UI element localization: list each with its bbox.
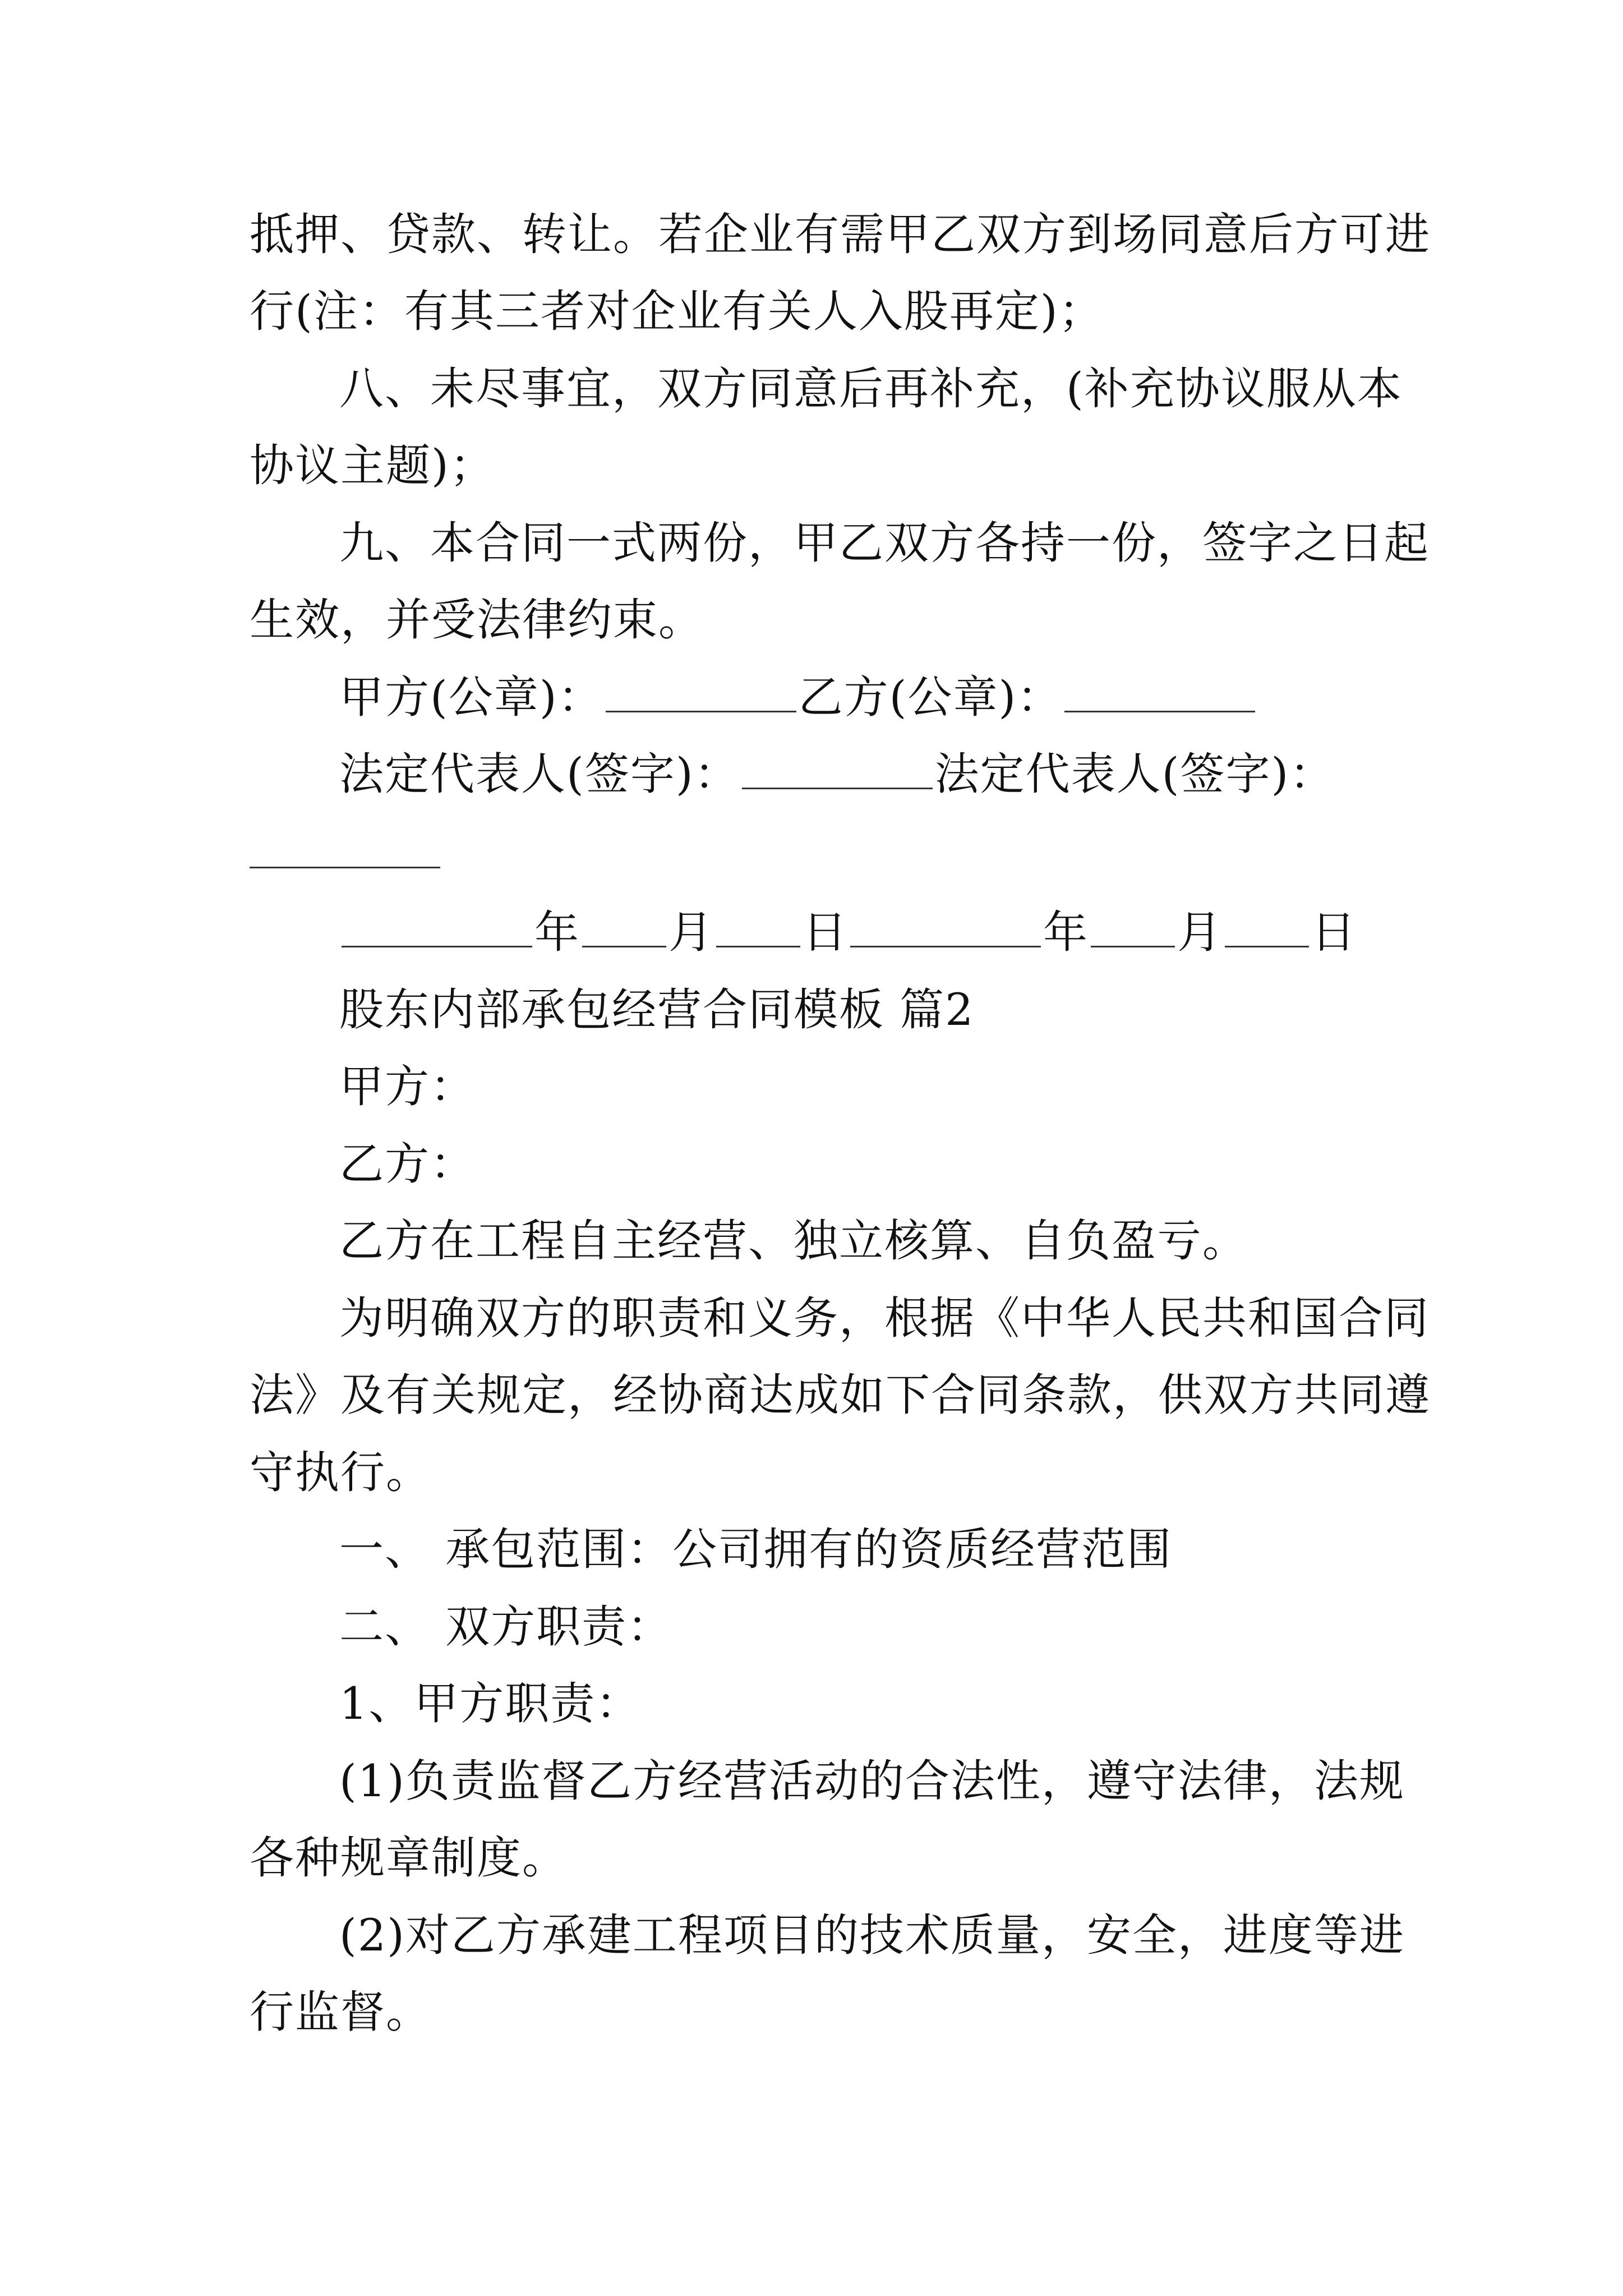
day-blank-a[interactable] bbox=[716, 907, 800, 947]
month-blank-b[interactable] bbox=[1091, 907, 1175, 947]
paragraph-line: 行监督。 bbox=[250, 1986, 431, 2038]
month-label: 月 bbox=[1177, 907, 1223, 958]
sub-clause-1: 1、甲方职责： bbox=[339, 1678, 642, 1729]
day-label: 日 bbox=[803, 907, 848, 958]
rep-a-label: 法定代表人(签字)： bbox=[339, 748, 740, 800]
paragraph-line: 法》及有关规定，经协商达成如下合同条款，供双方共同遵 bbox=[250, 1369, 1431, 1421]
paragraph-line: 为明确双方的职责和义务，根据《中华人民共和国合同 bbox=[339, 1292, 1430, 1344]
clause-1: 一、 承包范围：公司拥有的资质经营范围 bbox=[339, 1524, 1173, 1575]
paragraph-line: 各种规章制度。 bbox=[250, 1832, 568, 1884]
representative-line bbox=[339, 746, 1335, 802]
day-label: 日 bbox=[1311, 907, 1357, 958]
rep-a-blank[interactable] bbox=[742, 748, 933, 789]
paragraph-line: 乙方在工程自主经营、独立核算、自负盈亏。 bbox=[339, 1215, 1248, 1267]
day-blank-b[interactable] bbox=[1225, 907, 1309, 947]
month-label: 月 bbox=[668, 907, 714, 958]
clause-8: 八、未尽事宜，双方同意后再补充，(补充协议服从本 bbox=[339, 363, 1403, 415]
year-blank-b[interactable] bbox=[850, 907, 1041, 947]
paragraph-line: 行(注：有其三者对企业有关人入股再定)； bbox=[250, 286, 1104, 337]
paragraph-line: 协议主题)； bbox=[250, 440, 495, 491]
year-label: 年 bbox=[1043, 907, 1089, 958]
paragraph-line: 守执行。 bbox=[250, 1447, 431, 1498]
paragraph-line: 生效，并受法律约束。 bbox=[250, 594, 704, 646]
section-heading: 股东内部承包经营合同模板 篇2 bbox=[339, 984, 975, 1036]
month-blank-a[interactable] bbox=[582, 907, 666, 947]
party-a-seal-blank[interactable] bbox=[606, 671, 796, 712]
party-b-seal-blank[interactable] bbox=[1064, 671, 1255, 712]
party-a-label: 甲方： bbox=[339, 1061, 476, 1112]
rep-b-blank[interactable] bbox=[250, 867, 440, 868]
year-label: 年 bbox=[534, 907, 580, 958]
seal-line bbox=[339, 669, 1257, 725]
rep-b-label: 法定代表人(签字)： bbox=[934, 748, 1335, 800]
date-line bbox=[339, 904, 1357, 960]
year-blank-a[interactable] bbox=[342, 907, 532, 947]
sub-item-1: (1)负责监督乙方经营活动的合法性，遵守法律，法规 bbox=[339, 1755, 1405, 1807]
party-b-seal-label: 乙方(公章)： bbox=[798, 671, 1063, 723]
sub-item-2: (2)对乙方承建工程项目的技术质量，安全，进度等进 bbox=[339, 1910, 1405, 1961]
clause-9: 九、本合同一式两份，甲乙双方各持一份，签字之日起 bbox=[339, 517, 1430, 569]
paragraph-line: 抵押、贷款、转让。若企业有需甲乙双方到场同意后方可进 bbox=[250, 209, 1431, 260]
party-a-seal-label: 甲方(公章)： bbox=[339, 671, 603, 723]
party-b-label: 乙方： bbox=[339, 1138, 476, 1190]
clause-2: 二、 双方职责： bbox=[339, 1601, 673, 1653]
